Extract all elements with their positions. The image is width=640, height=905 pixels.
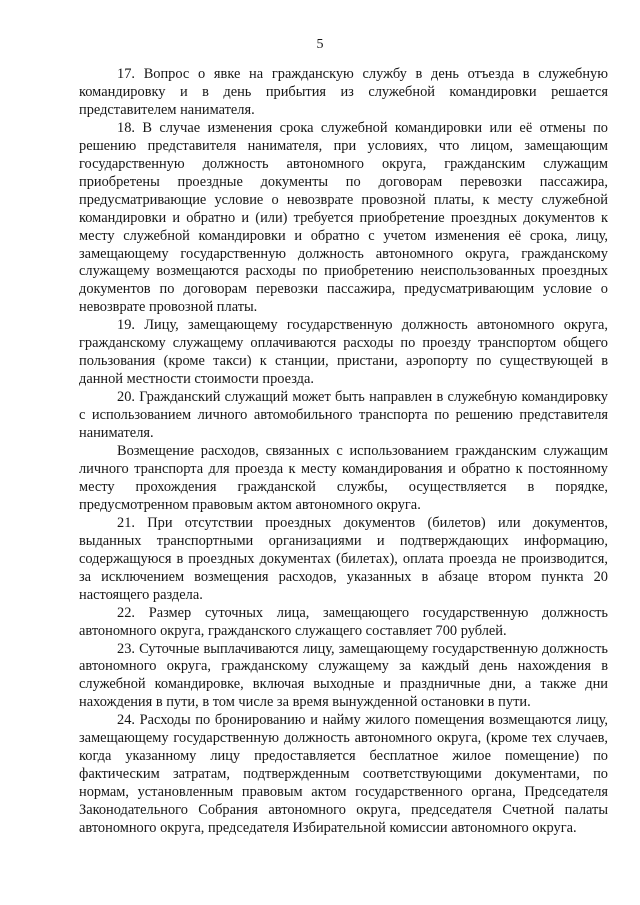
paragraph-18: 18. В случае изменения срока служебной командировки или её отмены по решению представителя нанимателя, при условиях, что лицом, замещающим государственную должность автономного округа, гражданским служащим приобретены проездные документы по договорам перевозки пассажира, предусматривающие условие о невозврате провозной платы, к месту служебной командировки и обратно и (или) требуется приобретение проездных документов к месту служебной командировки и обратно с учетом изменения её срока, лицу, замещающему государственную должность автономного округа, гражданскому служащему возмещаются расходы по приобретению неиспользованных проездных документов по договорам перевозки пассажира, предусматривающим условие о невозврате провозной платы. <box>79 119 608 316</box>
paragraph-20: 20. Гражданский служащий может быть направлен в служебную командировку с использованием личного автомобильного транспорта по решению представителя нанимателя. <box>79 389 608 442</box>
paragraph-23: 23. Суточные выплачиваются лицу, замещающему государственную должность автономного округа, гражданскому служащему за каждый день нахождения в служебной командировке, включая выходные и праздничные дни, а также дни нахождения в пути, в том числе за время вынужденной остановки в пути. <box>79 640 608 711</box>
page-number: 5 <box>316 37 324 52</box>
paragraph-22: 22. Размер суточных лица, замещающего государственную должность автономного округа, гражданского служащего составляет 700 рублей. <box>79 604 608 639</box>
paragraph-19: 19. Лицу, замещающему государственную должность автономного округа, гражданскому служащему оплачиваются расходы по проезду транспортом общего пользования (кроме такси) к станции, пристани, аэропорту по существующей в данной местности стоимости проезда. <box>79 317 608 388</box>
paragraph-24: 24. Расходы по бронированию и найму жилого помещения возмещаются лицу, замещающему государственную должность автономного округа, (кроме тех случаев, когда указанному лицу предоставляется бесплатное жилое помещение) по фактическим затратам, подтвержденным соответствующими документами, по нормам, установленным правовым актом государственного органа, Председателя Законодательного Собрания автономного округа, председателя Счетной палаты автономного округа, председателя Избирательной комиссии автономного округа. <box>79 712 608 837</box>
document-body <box>79 66 608 838</box>
paragraph-17: 17. Вопрос о явке на гражданскую службу в день отъезда в служебную командировку и в день прибытия из служебной командировки решается представителем нанимателя. <box>79 66 608 118</box>
paragraph-20-second-indent: Возмещение расходов, связанных с использованием гражданским служащим личного транспорта для проезда к месту командирования и обратно к постоянному месту прохождения гражданской службы, осуществляется в порядке, предусмотренном правовым актом автономного округа. <box>79 443 608 513</box>
paragraph-21: 21. При отсутствии проездных документов (билетов) или документов, выданных транспортными организациями и подтверждающих информацию, содержащуюся в проездных документах (билетах), оплата проезда не производится, за исключением возмещения расходов, указанных в абзаце втором пункта 20 настоящего раздела. <box>79 514 608 603</box>
